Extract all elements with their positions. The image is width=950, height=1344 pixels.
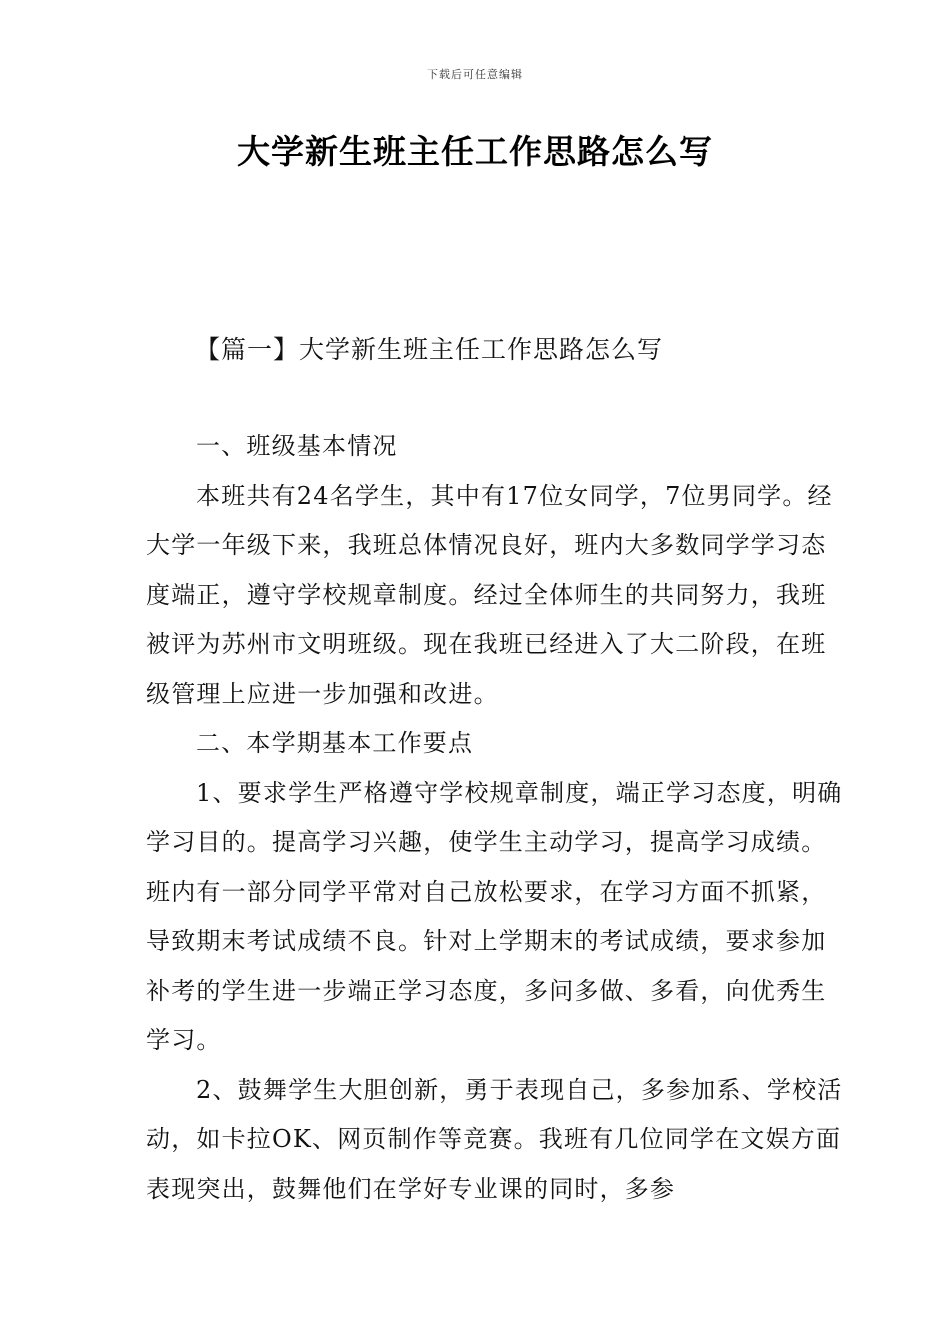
paragraph: 2、鼓舞学生大胆创新，勇于表现自己，多参加系、学校活动，如卡拉OK、网页制作等竞赛。我班有几位同学在文娱方面表现突出，鼓舞他们在学好专业课的同时，多参: [146, 1075, 843, 1203]
document-body: [146, 422, 846, 1214]
document-title: 大学新生班主任工作思路怎么写: [237, 132, 713, 171]
paragraph: 本班共有24名学生，其中有17位女同学，7位男同学。经大学一年级下来，我班总体情况良好，班内大多数同学学习态度端正，遵守学校规章制度。经过全体师生的共同努力，我班被评为苏州市文明班级。现在我班已经进入了大二阶段，在班级管理上应进一步加强和改进。: [146, 481, 833, 708]
section-heading: 【篇一】大学新生班主任工作思路怎么写: [195, 335, 664, 364]
paragraph: 1、要求学生严格遵守学校规章制度，端正学习态度，明确学习目的。提高学习兴趣，使学生主动学习，提高学习成绩。班内有一部分同学平常对自己放松要求，在学习方面不抓紧，导致期末考试成绩不良。针对上学期末的考试成绩，要求参加补考的学生进一步端正学习态度，多问多做、多看，向优秀生学习。: [146, 778, 843, 1054]
paragraph-heading-2: 二、本学期基本工作要点: [196, 729, 474, 757]
paragraph-heading-1: 一、班级基本情况: [196, 432, 398, 460]
header-note: 下载后可任意编辑: [427, 68, 523, 81]
